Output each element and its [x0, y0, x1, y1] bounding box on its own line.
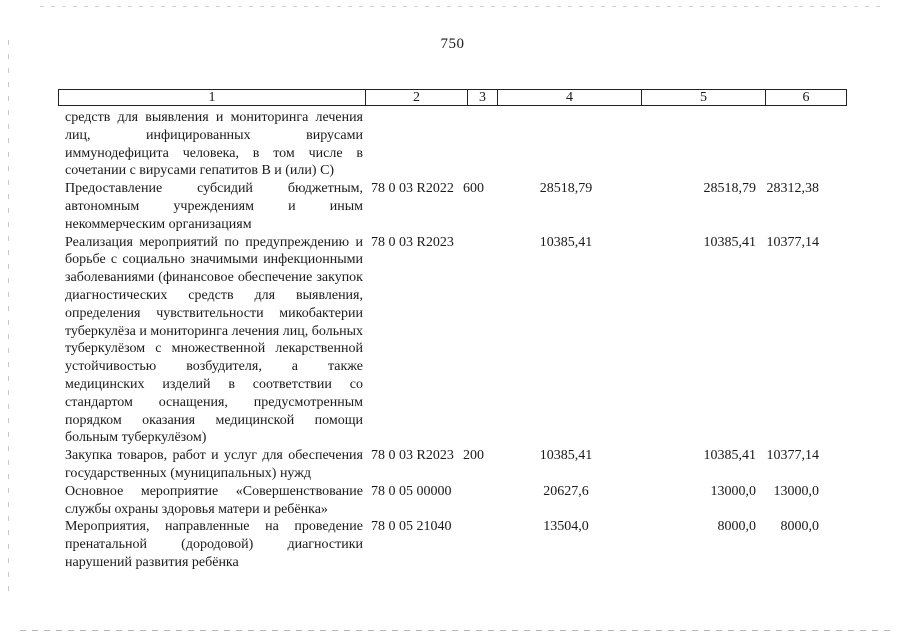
row-value-col6: 8000,0	[780, 519, 819, 535]
row-value-col4: 13504,0	[543, 519, 589, 535]
row-value-col5: 8000,0	[717, 519, 756, 535]
table-header-row	[58, 89, 847, 106]
row-target-article: 78 0 03 R2023	[371, 234, 454, 250]
column-header-4: 4	[498, 90, 642, 105]
row-value-col4: 20627,6	[543, 483, 589, 499]
row-value-col6: 10377,14	[766, 234, 819, 250]
scan-edge-left	[8, 40, 9, 600]
row-description: средств для выявления и мониторинга лечения лиц, инфицированных вирусами иммунодефицита человека, в том числе в сочетании с вирусами гепатитов В и (или) С)	[65, 110, 363, 179]
scan-edge-top	[40, 6, 880, 7]
column-header-1: 1	[59, 90, 366, 105]
table-row	[65, 447, 847, 483]
row-description: Основное мероприятие «Совершенствование службы охраны здоровья матери и ребёнка»	[65, 483, 363, 517]
table-row	[65, 234, 847, 448]
table-row	[65, 109, 847, 180]
row-target-article: 78 0 05 21040	[371, 519, 452, 535]
row-value-col5: 13000,0	[710, 483, 756, 499]
table-row	[65, 518, 847, 571]
row-expense-type: 600	[463, 181, 484, 197]
row-value-col4: 28518,79	[539, 181, 593, 197]
table-row	[65, 483, 847, 519]
row-description: Мероприятия, направленные на проведение пренатальной (дородовой) диагностики нарушений развития ребёнка	[65, 519, 363, 570]
row-value-col5: 10385,41	[703, 448, 756, 464]
column-header-2: 2	[366, 90, 468, 105]
row-target-article: 78 0 05 00000	[371, 483, 452, 499]
scan-edge-bottom	[20, 630, 890, 631]
row-value-col5: 10385,41	[703, 234, 756, 250]
row-expense-type: 200	[463, 448, 484, 464]
column-header-5: 5	[642, 90, 766, 105]
budget-table-body	[65, 109, 847, 572]
page-number: 750	[440, 36, 465, 52]
column-header-3: 3	[468, 90, 498, 105]
row-value-col4: 10385,41	[539, 448, 593, 464]
row-value-col5: 28518,79	[703, 181, 756, 197]
column-header-6: 6	[802, 90, 810, 105]
row-description: Закупка товаров, работ и услуг для обеспечения государственных (муниципальных) нужд	[65, 448, 363, 481]
row-target-article: 78 0 03 R2023	[371, 448, 454, 464]
row-value-col4: 10385,41	[539, 234, 593, 250]
row-value-col6: 10377,14	[766, 448, 819, 464]
row-value-col6: 13000,0	[773, 483, 819, 499]
row-description: Предоставление субсидий бюджетным, автономным учреждениям и иным некоммерческим организациям	[65, 181, 363, 232]
row-value-col6: 28312,38	[766, 181, 819, 197]
row-description: Реализация мероприятий по предупреждению и борьбе с социально значимыми инфекционными заболеваниями (финансовое обеспечение закупок диагностических средств для выявления, определения чувствительности микобактерии туберкулёза и мониторинга лечения лиц, больных туберкулёзом с множественной лекарственной устойчивостью возбудителя, а также медицинских изделий в соответствии со стандартом оснащения, предусмотренным порядком оказания медицинской помощи больным туберкулёзом)	[65, 234, 363, 446]
table-row	[65, 180, 847, 233]
row-target-article: 78 0 03 R2022	[371, 181, 454, 197]
